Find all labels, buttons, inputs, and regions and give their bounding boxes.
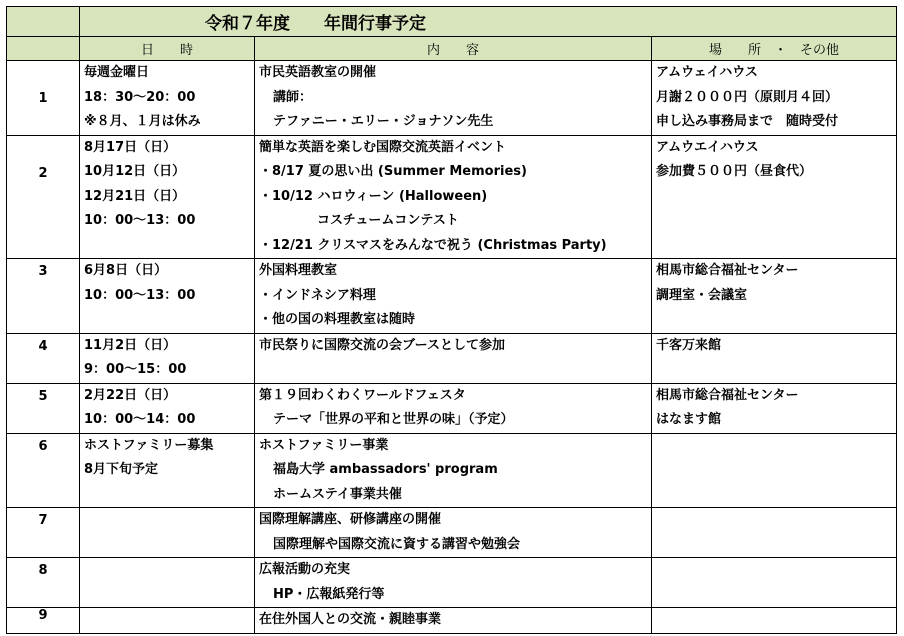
place-cell — [652, 558, 897, 608]
content-line: 国際理解講座、研修講座の開催 — [259, 512, 442, 527]
content-line: ・インドネシア料理 — [259, 287, 376, 303]
datetime-line: 8月17日（日） — [84, 139, 177, 155]
datetime-cell — [80, 433, 255, 508]
table-row — [7, 608, 897, 634]
datetime-line: 10月12日（日） — [84, 164, 186, 179]
datetime-line: ※８月、１月は休み — [84, 114, 201, 129]
header-content: 内 容 — [255, 37, 652, 61]
content-line: ・10/12 ハロウィーン (Halloween) — [259, 188, 488, 204]
datetime-line: 18：30～20：00 — [84, 89, 196, 105]
content-cell — [255, 383, 652, 433]
datetime-line: 12月21日（日） — [84, 188, 186, 204]
header-num-cell — [7, 37, 80, 61]
content-cell — [255, 558, 652, 608]
place-cell — [652, 259, 897, 334]
place-cell — [652, 135, 897, 259]
datetime-cell — [80, 383, 255, 433]
datetime-line: 10：00～14：00 — [84, 412, 196, 427]
place-line: 調理室・会議室 — [656, 287, 748, 303]
place-line: 相馬市総合福祉センター — [656, 387, 799, 403]
row-number: 3 — [7, 259, 80, 334]
table-row — [7, 61, 897, 136]
content-cell — [255, 135, 652, 259]
datetime-line: 9：00～15：00 — [84, 362, 187, 377]
table-row — [7, 135, 897, 259]
place-cell — [652, 333, 897, 383]
content-line: コスチュームコンテスト — [317, 213, 459, 228]
page-title: 令和７年度 年間行事予定 — [80, 7, 897, 37]
content-cell — [255, 259, 652, 334]
content-line: 在住外国人との交流・親睦事業 — [259, 612, 442, 627]
datetime-line: 10：00～13：00 — [84, 213, 196, 228]
content-line: 市民英語教室の開催 — [259, 65, 377, 80]
content-line: 簡単な英語を楽しむ国際交流英語イベント — [259, 139, 507, 155]
content-line: 福島大学 ambassadors' program — [273, 462, 498, 477]
datetime-cell — [80, 508, 255, 558]
row-number: 8 — [7, 558, 80, 608]
content-cell — [255, 508, 652, 558]
content-line: 第１９回わくわくワールドフェスタ — [259, 387, 466, 403]
content-line: ホストファミリー事業 — [259, 437, 389, 453]
row-number: 7 — [7, 508, 80, 558]
datetime-line: 6月8日（日） — [84, 263, 168, 278]
place-line: 千客万来館 — [656, 337, 722, 353]
place-cell — [652, 61, 897, 136]
header-place: 場 所 ・ その他 — [652, 37, 897, 61]
header-datetime: 日 時 — [80, 37, 255, 61]
place-cell — [652, 508, 897, 558]
datetime-cell — [80, 558, 255, 608]
place-line: 月謝２０００円（原則月４回） — [656, 89, 839, 105]
table-row — [7, 558, 897, 608]
content-line: テーマ「世界の平和と世界の味」（予定） — [273, 412, 514, 427]
place-line: 参加費５００円（昼食代） — [656, 164, 813, 179]
datetime-line: 8月下旬予定 — [84, 462, 159, 477]
content-line: 講師： — [273, 89, 313, 105]
content-line: ・他の国の料理教室は随時 — [259, 312, 416, 327]
datetime-cell — [80, 61, 255, 136]
table-row — [7, 333, 897, 383]
row-number: 5 — [7, 383, 80, 433]
row-number: 9 — [7, 608, 80, 634]
content-cell — [255, 433, 652, 508]
place-line: 申し込み事務局まで 随時受付 — [656, 114, 839, 129]
content-line: ・12/21 クリスマスをみんなで祝う (Christmas Party) — [259, 237, 607, 253]
annual-schedule-table — [6, 6, 897, 634]
table-row — [7, 508, 897, 558]
content-line: 市民祭りに国際交流の会ブースとして参加 — [259, 337, 505, 353]
table-row — [7, 433, 897, 508]
datetime-line: 毎週金曜日 — [84, 65, 150, 80]
content-line: 外国料理教室 — [259, 263, 338, 278]
content-line: ホームステイ事業共催 — [273, 486, 402, 502]
datetime-cell — [80, 259, 255, 334]
content-line: ・8/17 夏の思い出 (Summer Memories) — [259, 164, 527, 179]
place-cell — [652, 433, 897, 508]
place-cell — [652, 608, 897, 634]
row-number: 4 — [7, 333, 80, 383]
row-number: 1 — [7, 61, 80, 136]
content-line: テファニー・エリー・ジョナソン先生 — [273, 114, 494, 129]
table-row — [7, 383, 897, 433]
place-cell — [652, 383, 897, 433]
content-line: 広報活動の充実 — [259, 562, 351, 577]
content-cell — [255, 608, 652, 634]
place-line: アムウエイハウス — [656, 139, 759, 155]
datetime-line: 2月22日（日） — [84, 387, 177, 403]
datetime-line: ホストファミリー募集 — [84, 437, 214, 453]
row-number: 2 — [7, 135, 80, 259]
datetime-line: 10：00～13：00 — [84, 287, 196, 303]
datetime-cell — [80, 608, 255, 634]
datetime-cell — [80, 333, 255, 383]
title-row — [7, 7, 897, 37]
header-row — [7, 37, 897, 61]
content-cell — [255, 333, 652, 383]
title-corner-cell — [7, 7, 80, 37]
row-number: 6 — [7, 433, 80, 508]
place-line: 相馬市総合福祉センター — [656, 263, 799, 278]
place-line: アムウェイハウス — [656, 65, 758, 80]
table-row — [7, 259, 897, 334]
content-line: HP・広報紙発行等 — [273, 586, 385, 602]
place-line: はなます館 — [656, 412, 722, 427]
content-line: 国際理解や国際交流に資する講習や勉強会 — [273, 536, 521, 552]
content-cell — [255, 61, 652, 136]
datetime-cell — [80, 135, 255, 259]
datetime-line: 11月2日（日） — [84, 337, 177, 353]
